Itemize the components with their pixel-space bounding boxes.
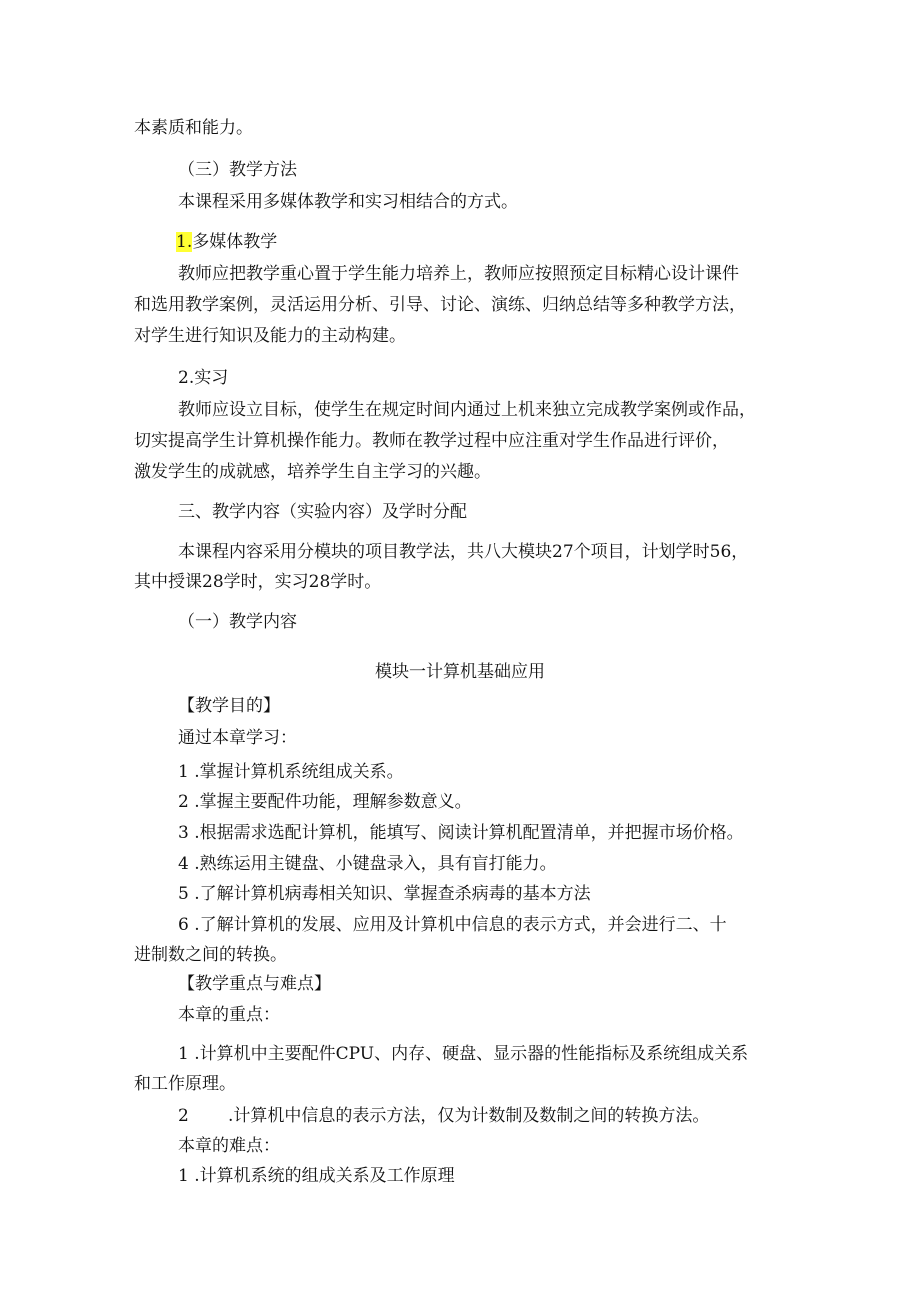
section-heading: （三）教学方法	[178, 160, 297, 180]
paragraph-line: 激发学生的成就感，培养学生自主学习的兴趣。	[134, 462, 491, 482]
subheading: 2.实习	[178, 368, 229, 388]
paragraph-line: 进制数之间的转换。	[134, 945, 287, 965]
paragraph-line: 教师应设立目标，使学生在规定时间内通过上机来独立完成教学案例或作品，	[178, 400, 756, 420]
paragraph-line: 和工作原理。	[134, 1074, 236, 1094]
bracket-heading: 【教学重点与难点】	[178, 974, 331, 994]
paragraph-line: 本课程内容采用分模块的项目教学法，共八大模块27个项目，计划学时56，	[178, 542, 749, 562]
paragraph-line: 本章的重点：	[178, 1005, 280, 1025]
paragraph-line: 和选用教学案例，灵活运用分析、引导、讨论、演练、归纳总结等多种教学方法，	[134, 295, 746, 315]
list-item: 2 .掌握主要配件功能，理解参数意义。	[178, 792, 472, 812]
paragraph-line: 切实提高学生计算机操作能力。教师在教学过程中应注重对学生作品进行评价，	[134, 431, 729, 451]
paragraph-line: 本章的难点：	[178, 1136, 280, 1156]
list-item: 4 .熟练运用主键盘、小键盘录入，具有盲打能力。	[178, 854, 557, 874]
list-item: 5 .了解计算机病毒相关知识、掌握查杀病毒的基本方法	[178, 884, 591, 904]
section-heading: （一）教学内容	[178, 612, 297, 632]
list-item-text: .计算机中信息的表示方法，仅为计数制及数制之间的转换方法。	[228, 1106, 710, 1126]
paragraph-line: 对学生进行知识及能力的主动构建。	[134, 326, 406, 346]
paragraph-line: 本课程采用多媒体教学和实习相结合的方式。	[178, 192, 518, 212]
list-item: 1 .计算机中主要配件CPU、内存、硬盘、显示器的性能指标及系统组成关系	[178, 1044, 749, 1064]
subheading-text: 多媒体教学	[192, 232, 278, 252]
section-heading: 三、教学内容（实验内容）及学时分配	[178, 502, 467, 522]
paragraph-line: 通过本章学习：	[178, 728, 297, 748]
paragraph-line: 教师应把教学重心置于学生能力培养上，教师应按照预定目标精心设计课件	[178, 264, 739, 284]
bracket-heading: 【教学目的】	[178, 696, 280, 716]
highlighted-number: 1.	[176, 232, 193, 252]
list-number: 2	[178, 1106, 189, 1126]
list-item: 6 .了解计算机的发展、应用及计算机中信息的表示方式，并会进行二、十	[178, 915, 727, 935]
list-item: 1 .计算机系统的组成关系及工作原理	[178, 1166, 455, 1186]
module-title: 模块一计算机基础应用	[375, 662, 545, 682]
paragraph-line: 本素质和能力。	[134, 118, 253, 138]
list-item: 1 .掌握计算机系统组成关系。	[178, 762, 404, 782]
list-item: 3 .根据需求选配计算机，能填写、阅读计算机配置清单，并把握市场价格。	[178, 823, 744, 843]
subheading	[176, 230, 277, 254]
paragraph-line: 其中授课28学时，实习28学时。	[134, 572, 382, 592]
